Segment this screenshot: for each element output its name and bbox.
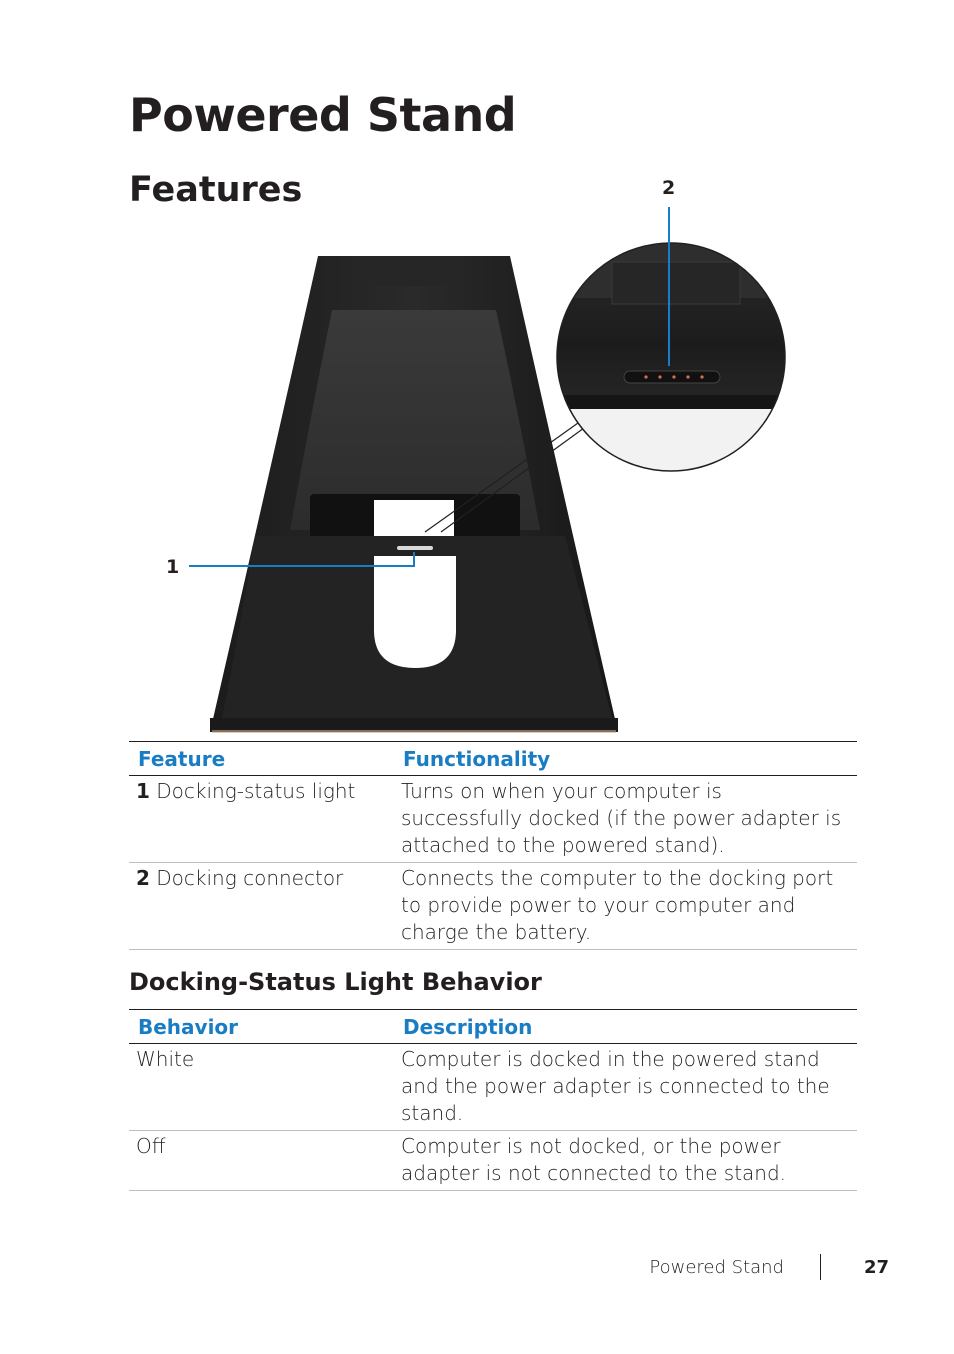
- feature-number: 2: [136, 866, 150, 890]
- footer-section-label: Powered Stand: [649, 1257, 784, 1278]
- section-title-features: Features: [129, 170, 303, 210]
- functionality-cell: Connects the computer to the docking port to provide power to your computer and charge the battery.: [394, 863, 857, 950]
- status-light-table: [129, 1009, 857, 1191]
- table-row: [129, 863, 857, 950]
- stand-bottom-edge: [210, 718, 618, 732]
- functionality-cell: Turns on when your computer is successfully docked (if the power adapter is attached to the powered stand).: [394, 776, 857, 863]
- docking-connector-zoom: [557, 243, 785, 479]
- feature-name: Docking connector: [156, 866, 344, 890]
- callout-2: 2: [662, 177, 676, 199]
- docking-connector-port: [624, 371, 720, 383]
- page-title: Powered Stand: [129, 88, 517, 142]
- feature-name: Docking-status light: [156, 779, 356, 803]
- feature-cell: [129, 863, 394, 950]
- header-functionality: Functionality: [394, 742, 857, 776]
- description-cell: Computer is not docked, or the power adapter is not connected to the stand.: [394, 1131, 857, 1191]
- behavior-cell: White: [129, 1044, 394, 1131]
- docking-status-light: [397, 546, 433, 550]
- footer-divider: [820, 1254, 821, 1280]
- callout-1: 1: [166, 556, 180, 578]
- header-behavior: Behavior: [129, 1010, 394, 1044]
- description-cell: Computer is docked in the powered stand and the power adapter is connected to the stand.: [394, 1044, 857, 1131]
- table-row: [129, 1131, 857, 1191]
- page-number: 27: [864, 1257, 890, 1278]
- stand-base-opening: [374, 556, 456, 668]
- header-feature: Feature: [129, 742, 394, 776]
- features-table: [129, 741, 857, 950]
- header-description: Description: [394, 1010, 857, 1044]
- feature-number: 1: [136, 779, 150, 803]
- feature-cell: [129, 776, 394, 863]
- behavior-cell: Off: [129, 1131, 394, 1191]
- subsection-title: Docking-Status Light Behavior: [129, 968, 542, 996]
- table-row: [129, 776, 857, 863]
- table-row: [129, 1044, 857, 1131]
- stand-top-tab: [370, 256, 456, 286]
